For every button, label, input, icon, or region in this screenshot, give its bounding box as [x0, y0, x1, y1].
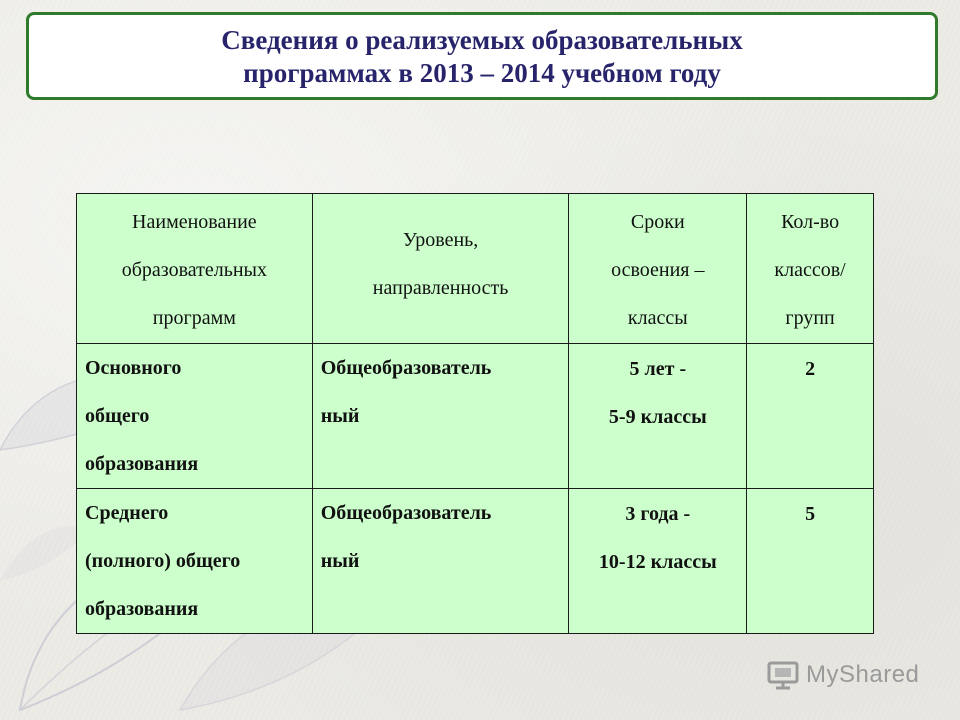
cell-program-name: Среднего (полного) общего образования [77, 489, 313, 634]
cell-level: Общеобразователь ный [312, 344, 569, 489]
watermark-text: MyShared [806, 661, 920, 688]
cell-term: 3 года - 10-12 классы [569, 489, 747, 634]
header-count: Кол-во классов/ групп [747, 194, 874, 344]
title-frame [26, 12, 938, 100]
page-title-line-2: программах в 2013 – 2014 учебном году [243, 58, 721, 88]
cell-term: 5 лет - 5-9 классы [569, 344, 747, 489]
cell-count: 2 [747, 344, 874, 489]
header-term: Сроки освоения – классы [569, 194, 747, 344]
page-title-line-1: Сведения о реализуемых образовательных [221, 25, 743, 55]
header-program-name: Наименование образовательных программ [77, 194, 313, 344]
table-row [77, 489, 874, 634]
presentation-board-icon [766, 660, 800, 690]
programs-table [76, 193, 874, 634]
myshared-watermark [766, 658, 919, 692]
table-header-row [77, 194, 874, 344]
table-row [77, 344, 874, 489]
header-level: Уровень, направленность [312, 194, 569, 344]
cell-level: Общеобразователь ный [312, 489, 569, 634]
cell-program-name: Основного общего образования [77, 344, 313, 489]
cell-count: 5 [747, 489, 874, 634]
